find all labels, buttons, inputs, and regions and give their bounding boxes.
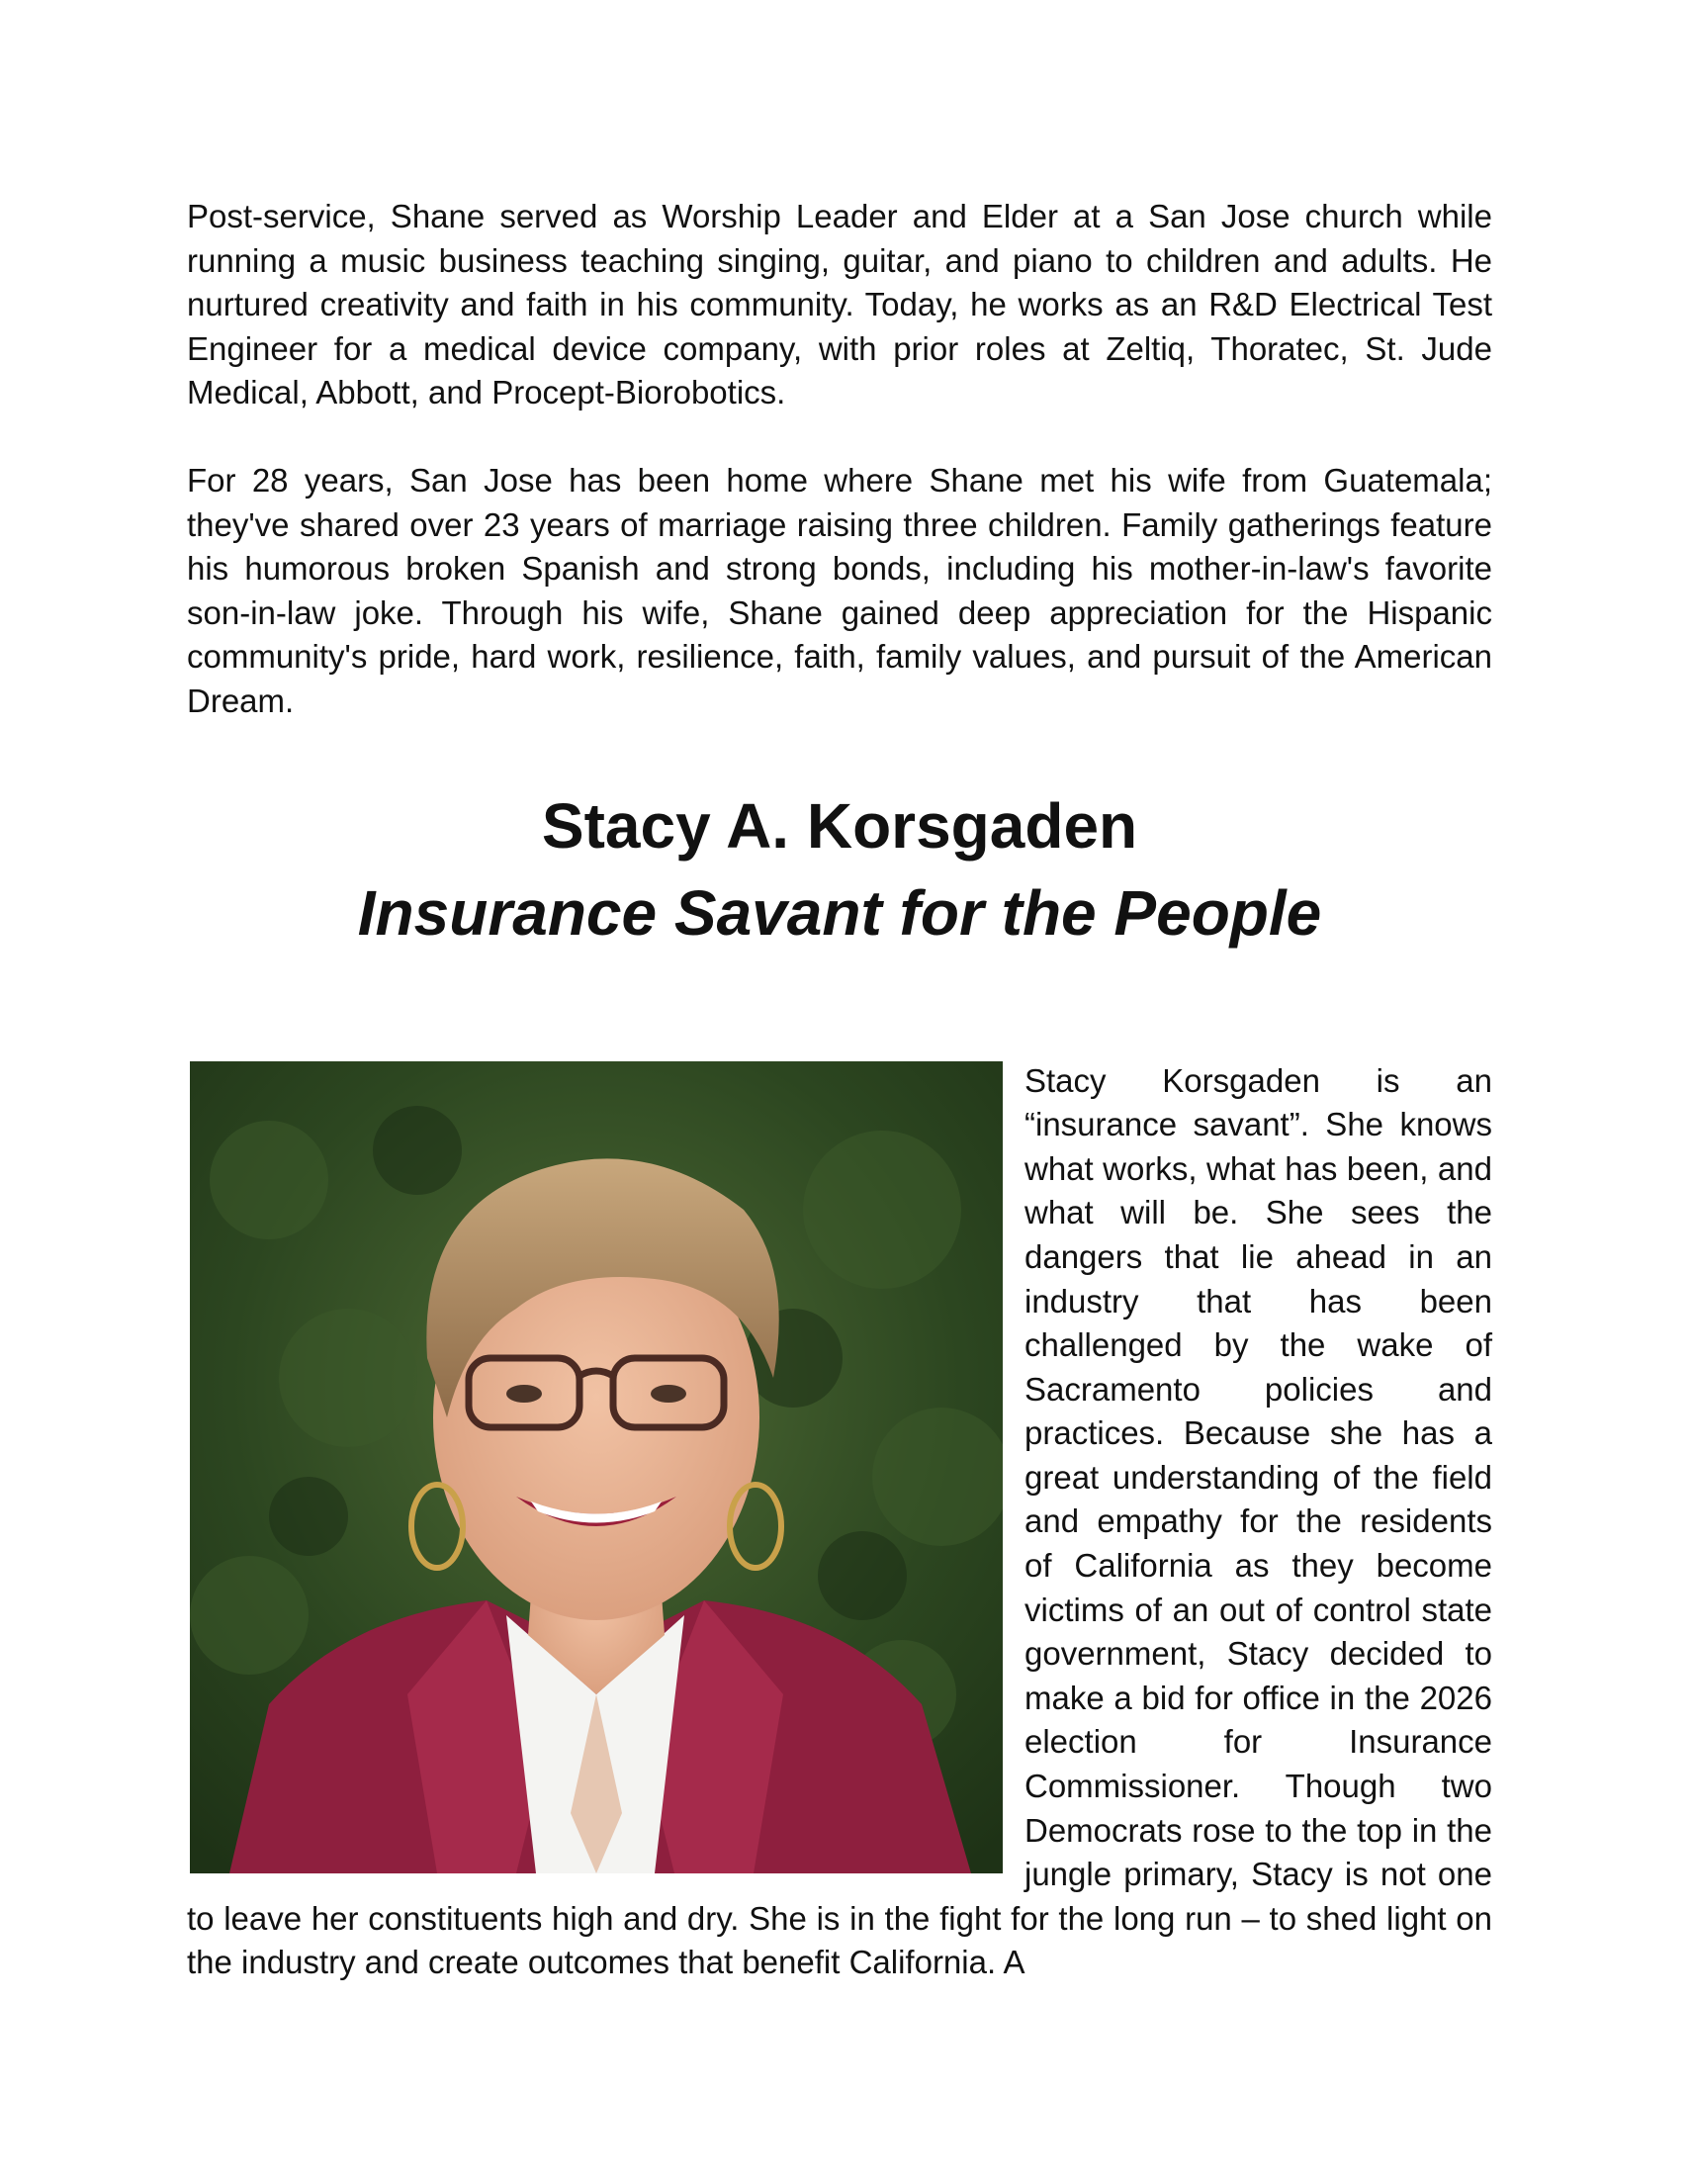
profile-heading	[187, 783, 1492, 957]
paragraph-shane-career: Post-service, Shane served as Worship Leader and Elder at a San Jose church while running a music business teaching singing, guitar, and piano to children and adults. He nurtured creativity and faith in his community. Today, he works as an R&D Electrical Test Engineer for a medical device company, with prior roles at Zeltiq, Thoratec, St. Jude Medical, Abbott, and Procept-Biorobotics.	[187, 198, 1492, 411]
profile-bio-text: Stacy Korsgaden is an “insurance savant”. She knows what works, what has been, and what will be. She sees the dangers that lie ahead in an industry that has been challenged by the wake of Sacramento policies and practices. Because she has a great understanding of the field and empathy for the residents of California as they become victims of an out of control state government, Stacy decided to make a bid for office in the 2026 election for Insurance Commissioner. Though two Democrats rose to the top in the jungle primary, Stacy is not one to leave her constituents high and dry. She is in the fight for the long run – to shed light on the industry and create outcomes that benefit California. A	[187, 1061, 1492, 1981]
document-page	[187, 195, 1492, 1985]
paragraph-shane-family: For 28 years, San Jose has been home where Shane met his wife from Guatemala; they've shared over 23 years of marriage raising three children. Family gatherings feature his humorous broken Spanish and strong bonds, including his mother-in-law's favorite son-in-law joke. Through his wife, Shane gained deep appreciation for the Hispanic community's pride, hard work, resilience, faith, family values, and pursuit of the American Dream.	[187, 461, 1492, 719]
portrait-photo	[190, 1061, 1003, 1873]
profile-subtitle: Insurance Savant for the People	[357, 876, 1322, 949]
profile-name: Stacy A. Korsgaden	[541, 789, 1138, 862]
profile-bio-section	[187, 1059, 1492, 1985]
